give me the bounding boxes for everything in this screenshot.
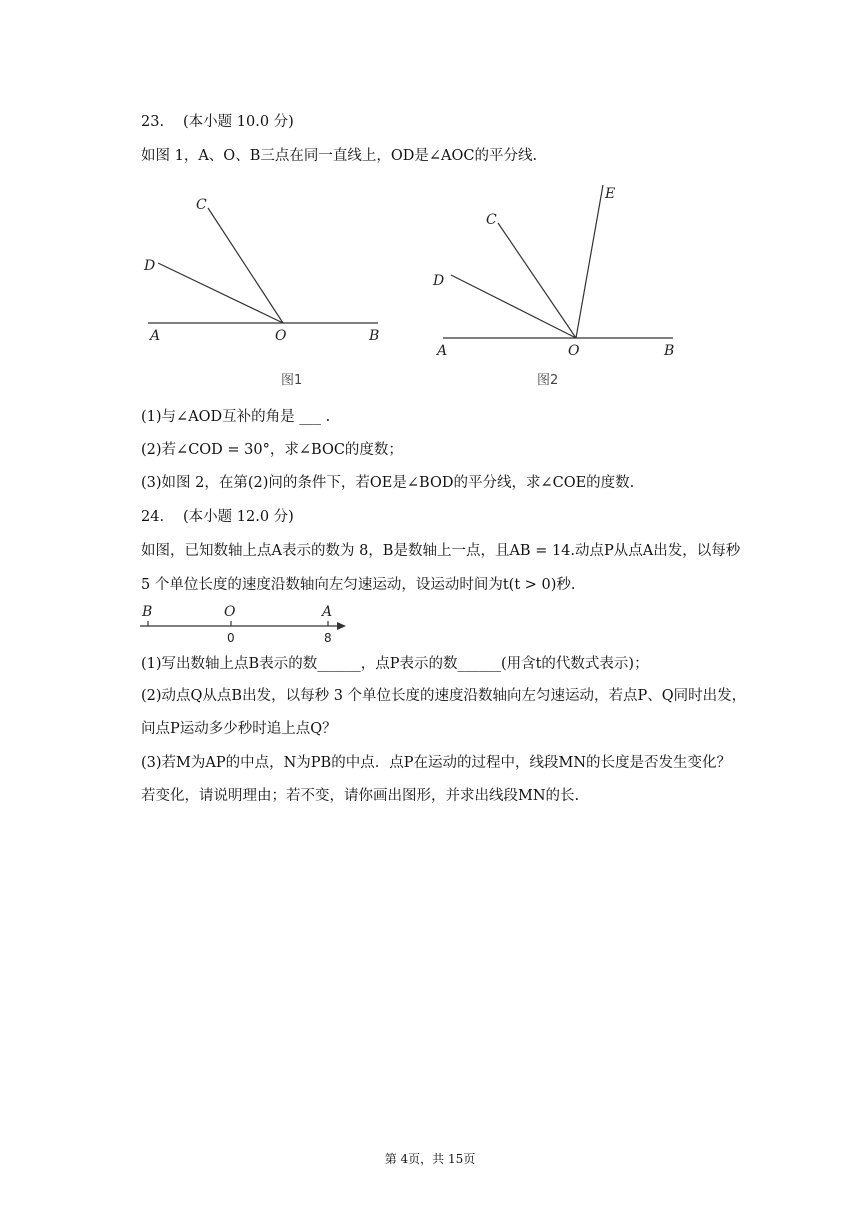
q24-part3-line2: 若变化，请说明理由；若不变，请你画出图形，并求出线段MN的长. [141,788,580,804]
axis-tick-label-8: 8 [324,631,332,645]
axis-label-a: A [322,604,333,620]
axis-label-o: O [224,604,236,620]
fig1-ray-od [158,263,283,323]
q24-header [141,507,294,527]
q23-part1: (1)与∠AOD互补的角是 ___ . [141,409,331,425]
q23-number: 23. [141,114,165,130]
fig2-ray-oc [498,223,576,338]
q23-intro: 如图 1，A、O、B三点在同一直线上，OD是∠AOC的平分线. [141,148,538,164]
q24-intro-line1: 如图，已知数轴上点A表示的数为 8，B是数轴上一点，且AB = 14.动点P从点A出发，以每秒 [141,543,741,559]
q24-part1: (1)写出数轴上点B表示的数______，点P表示的数______(用含t的代数式表示)； [141,656,649,672]
q24-part3-line1: (3)若M为AP的中点，N为PB的中点．点P在运动的过程中，线段MN的长度是否发生变化？ [141,755,732,771]
fig2-label-o: O [568,343,580,359]
fig2-label-c: C [486,212,497,228]
page-footer: 第 4页，共 15页 [384,1152,476,1166]
fig2-ray-od [451,275,576,338]
fig1-label-c: C [196,197,207,213]
fig2-caption: 图2 [537,373,559,388]
q23-part2: (2)若∠COD = 30°，求∠BOC的度数； [141,442,403,458]
fig2-ray-oe [576,185,603,338]
fig2-label-a: A [437,343,448,359]
q23-header [141,112,294,132]
fig1-label-o: O [275,328,287,344]
q24-intro-line2: 5 个单位长度的速度沿数轴向左匀速运动，设运动时间为t(t > 0)秒. [141,577,576,593]
q24-number-line [138,600,358,648]
q24-part2-line2: 问点P运动多少秒时追上点Q？ [141,721,337,737]
fig1-ray-oc [208,208,283,323]
axis-tick-label-0: 0 [227,631,235,645]
fig2-label-d: D [433,273,445,289]
axis-label-b: B [142,604,153,620]
fig1-label-b: B [369,328,380,344]
q23-score: (本小题 10.0 分) [183,114,294,130]
q24-part2-line1: (2)动点Q从点B出发，以每秒 3 个单位长度的速度沿数轴向左匀速运动，若点P、Q同时出发， [141,688,747,704]
fig1-label-a: A [150,328,161,344]
axis-arrow-icon [337,622,346,630]
fig2-label-b: B [664,343,675,359]
fig2-label-e: E [605,186,616,202]
q23-part3: (3)如图 2，在第(2)问的条件下，若OE是∠BOD的平分线，求∠COE的度数. [141,475,635,491]
q24-number: 24. [141,509,165,525]
q23-figure-2 [428,178,688,390]
fig1-caption: 图1 [281,373,303,388]
q23-figure-1 [138,188,398,388]
q24-score: (本小题 12.0 分) [183,509,294,525]
fig1-label-d: D [144,258,156,274]
